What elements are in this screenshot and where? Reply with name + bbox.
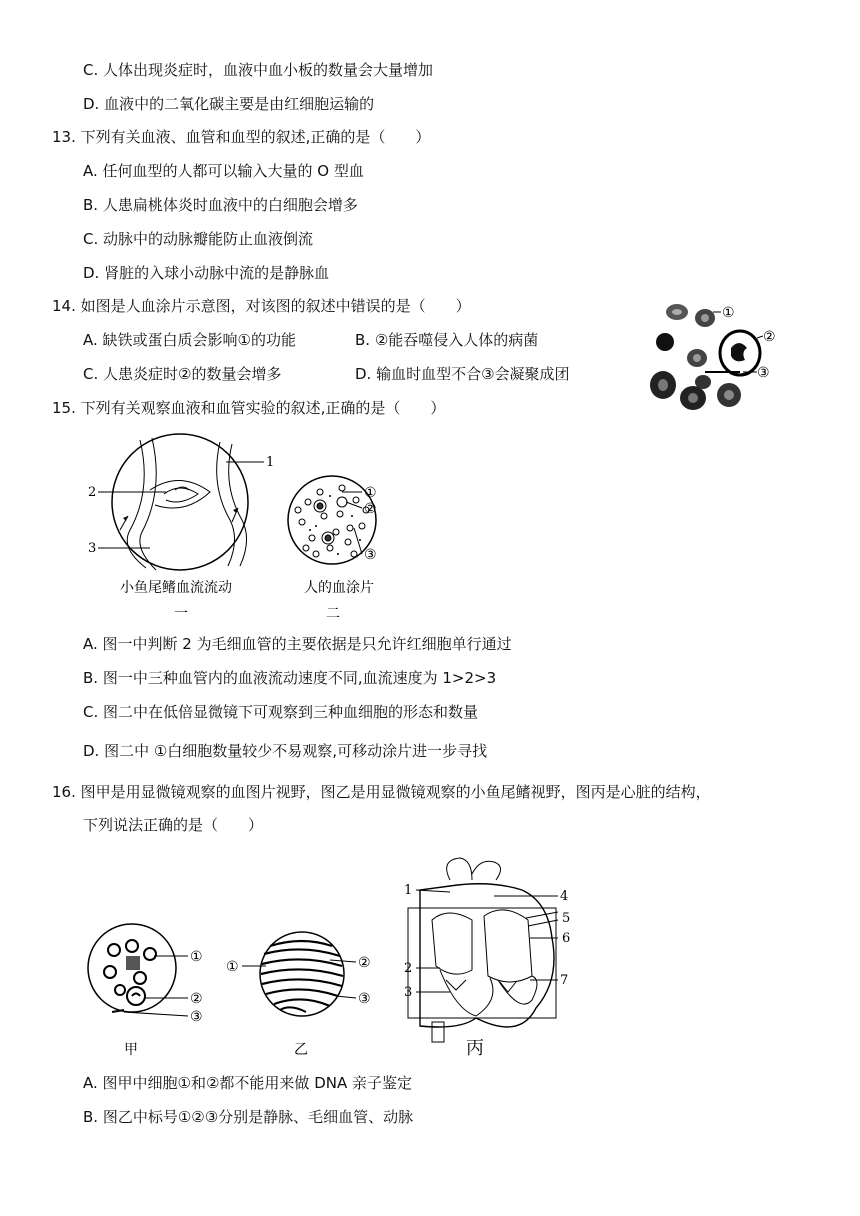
q15-figures	[80, 430, 400, 630]
q14-option-b: B. ②能吞噬侵入人体的病菌	[355, 331, 539, 349]
q16-option-a: A. 图甲中细胞①和②都不能用来做 DNA 亲子鉴定	[83, 1074, 412, 1092]
fig1-label-3: 3	[88, 541, 97, 556]
q14-option-c: C. 人患炎症时②的数量会增多	[83, 365, 282, 383]
fig1-caption: 小鱼尾鳍血流流动	[120, 580, 232, 596]
fig2-label-2: ②	[364, 501, 377, 517]
q14-label-1: ①	[722, 305, 735, 321]
fig2-label-3: ③	[364, 547, 377, 563]
q12-option-c: C. 人体出现炎症时，血液中血小板的数量会大量增加	[83, 61, 434, 79]
q16-stem-line-2: 下列说法正确的是（ ）	[83, 816, 264, 834]
figure-bing-heart-structure	[404, 858, 570, 1059]
fig2-caption: 人的血涂片	[304, 580, 374, 596]
fig2-name: 二	[326, 606, 340, 622]
q12-option-d: D. 血液中的二氧化碳主要是由红细胞运输的	[83, 95, 375, 113]
bing-label-4: 4	[560, 889, 569, 904]
q13-option-c: C. 动脉中的动脉瓣能防止血液倒流	[83, 230, 314, 248]
yi-name: 乙	[294, 1042, 308, 1058]
bing-name: 丙	[466, 1038, 484, 1059]
q15-option-d: D. 图二中 ①白细胞数量较少不易观察,可移动涂片进一步寻找	[83, 742, 488, 760]
bing-label-7: 7	[560, 973, 569, 988]
q13-option-d: D. 肾脏的入球小动脉中流的是静脉血	[83, 264, 330, 282]
q14-option-a: A. 缺铁或蛋白质会影响①的功能	[83, 331, 296, 349]
fish-tail-microscope-view	[88, 434, 274, 622]
q14-option-d: D. 输血时血型不合③会凝聚成团	[355, 365, 570, 383]
yi-label-1: ①	[226, 959, 239, 975]
q16-stem-line-1: 16. 图甲是用显微镜观察的血图片视野，图乙是用显微镜观察的小鱼尾鳍视野，图丙是心脏的结构，	[52, 783, 711, 801]
q14-label-3: ③	[757, 365, 770, 381]
q16-figures	[80, 850, 600, 1065]
bing-label-6: 6	[562, 931, 571, 946]
q15-option-c: C. 图二中在低倍显微镜下可观察到三种血细胞的形态和数量	[83, 703, 479, 721]
q15-option-a: A. 图一中判断 2 为毛细血管的主要依据是只允许红细胞单行通过	[83, 635, 512, 653]
bing-label-3: 3	[404, 985, 413, 1000]
figure-jia-blood-view	[88, 924, 203, 1058]
q16-option-b: B. 图乙中标号①②③分别是静脉、毛细血管、动脉	[83, 1108, 414, 1126]
jia-name: 甲	[124, 1042, 138, 1058]
q13-option-b: B. 人患扁桃体炎时血液中的白细胞会增多	[83, 196, 358, 214]
bing-label-2: 2	[404, 961, 413, 976]
q13-option-a: A. 任何血型的人都可以输入大量的 O 型血	[83, 162, 364, 180]
jia-label-2: ②	[190, 991, 203, 1007]
q14-stem: 14. 如图是人血涂片示意图，对该图的叙述中错误的是（ ）	[52, 297, 471, 315]
q15-option-b: B. 图一中三种血管内的血液流动速度不同,血流速度为 1>2>3	[83, 669, 497, 687]
fig2-label-1: ①	[364, 485, 377, 501]
fig1-name: 一	[174, 606, 188, 622]
human-blood-smear-view	[288, 476, 377, 622]
jia-label-3: ③	[190, 1009, 203, 1025]
q15-stem: 15. 下列有关观察血液和血管实验的叙述,正确的是（ ）	[52, 399, 446, 417]
yi-label-3: ③	[358, 991, 371, 1007]
jia-label-1: ①	[190, 949, 203, 965]
yi-label-2: ②	[358, 955, 371, 971]
q14-label-2: ②	[763, 329, 776, 345]
fig1-label-2: 2	[88, 485, 97, 500]
q13-stem: 13. 下列有关血液、血管和血型的叙述,正确的是（ ）	[52, 128, 431, 146]
blood-smear-figure	[645, 290, 785, 420]
bing-label-1: 1	[404, 883, 413, 898]
figure-yi-fish-tail-view	[226, 932, 371, 1058]
bing-label-5: 5	[562, 911, 571, 926]
fig1-label-1: 1	[266, 455, 275, 470]
